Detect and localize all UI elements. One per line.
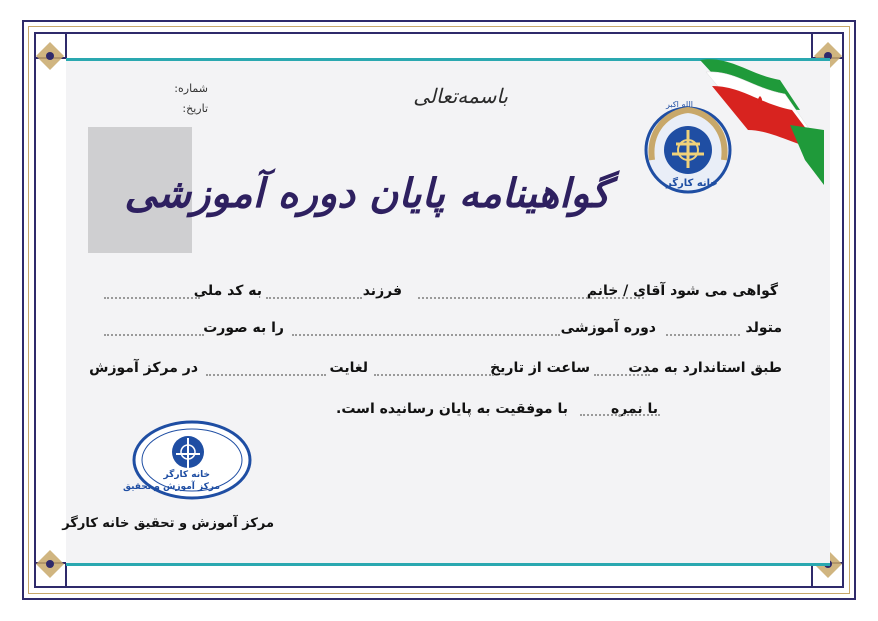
- top-logo-caption: خانه کارگر: [666, 178, 718, 189]
- top-logo-emblem-text: الله اکبر: [666, 100, 693, 109]
- line3-label-b: ساعت از تاریخ: [490, 360, 590, 376]
- bottom-logo-line1: خانه کارگر: [163, 470, 210, 480]
- line1-label-a: گواهی می شود آقای / خانم: [586, 283, 778, 299]
- date-label: تاریخ:: [182, 102, 208, 115]
- bismillah-heading: باسمه‌تعالی: [413, 84, 508, 108]
- line2-label-a: متولد: [745, 320, 782, 336]
- line2-label-b: دوره آموزشی: [560, 320, 656, 336]
- line3-label-a: طبق استاندارد به مدت: [628, 360, 782, 376]
- bottom-logo-line2: مرکز آموزش و تحقیق: [122, 482, 220, 492]
- line4-label-b: با موفقیت به پایان رسانیده است.: [336, 401, 568, 417]
- line2-label-c: را به صورت: [203, 320, 284, 336]
- line3-label-d: در مرکز آموزش: [89, 360, 198, 376]
- line3-label-c: لغایت: [329, 360, 368, 376]
- line1-label-b: فرزند: [362, 283, 402, 299]
- number-label: شماره:: [174, 82, 208, 95]
- issuer-name: مرکز آموزش و تحقیق خانه کارگر: [62, 516, 274, 531]
- line4-label-a: با نمره: [610, 401, 658, 417]
- certificate-title: گواهینامه پایان دوره آموزشی: [124, 170, 610, 217]
- line1-label-c: به کد ملی: [193, 283, 262, 299]
